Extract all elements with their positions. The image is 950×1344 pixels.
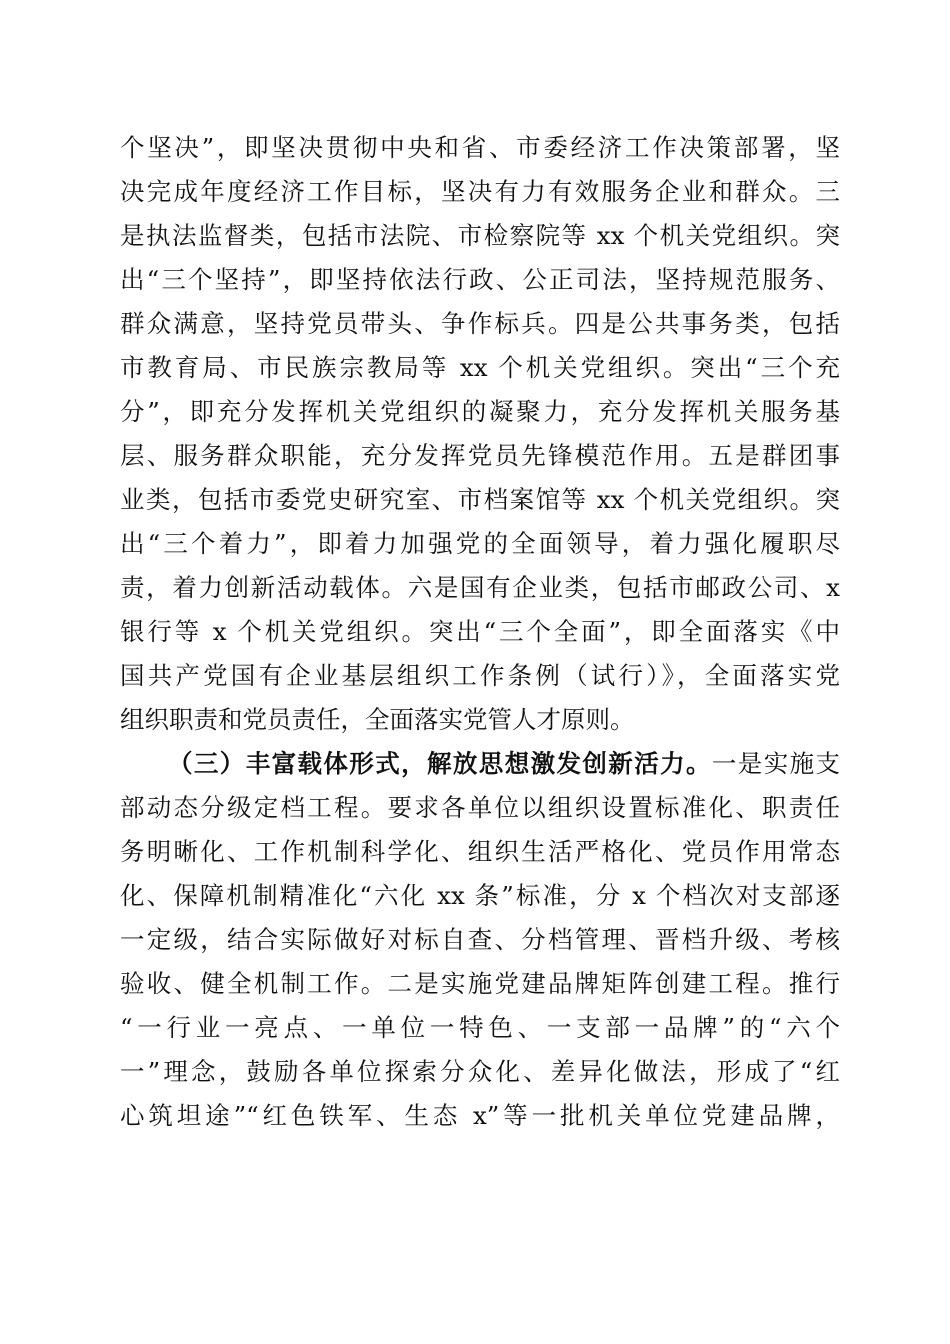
paragraph-line: 分”，即充分发挥机关党组织的凝聚力，充分发挥机关服务基 (120, 397, 840, 426)
paragraph-line: 心筑坦途”“红色铁军、生态 x”等一批机关单位党建品牌， (120, 1101, 840, 1130)
paragraph-line: 群众满意，坚持党员带头、争作标兵。四是公共事务类，包括 (120, 309, 840, 338)
paragraph-line: 出“三个坚持”，即坚持依法行政、公正司法，坚持规范服务、 (120, 265, 840, 294)
paragraph-line: 层、服务群众职能，充分发挥党员先锋模范作用。五是群团事 (120, 441, 840, 470)
paragraph-line: 是执法监督类，包括市法院、市检察院等 xx 个机关党组织。突 (120, 221, 840, 250)
paragraph-line: 验收、健全机制工作。二是实施党建品牌矩阵创建工程。推行 (120, 969, 840, 998)
paragraph-line: 化、保障机制精准化“六化 xx 条”标准，分 x 个档次对支部逐 (120, 881, 840, 910)
paragraph-line: 务明晰化、工作机制科学化、组织生活严格化、党员作用常态 (120, 837, 840, 866)
section-heading-continuation: 一是实施支 (711, 749, 841, 778)
paragraph-line: 责，着力创新活动载体。六是国有企业类，包括市邮政公司、x (120, 573, 840, 602)
paragraph-line: 一定级，结合实际做好对标自查、分档管理、晋档升级、考核 (120, 925, 840, 954)
paragraph-line: 业类，包括市委党史研究室、市档案馆等 xx 个机关党组织。突 (120, 485, 840, 514)
paragraph-line-last: 组织职责和党员责任，全面落实党管人才原则。 (120, 705, 635, 734)
paragraph-line: “一行业一亮点、一单位一特色、一支部一品牌”的“六个 (120, 1013, 840, 1042)
document-body (120, 128, 840, 1228)
paragraph-line: 市教育局、市民族宗教局等 xx 个机关党组织。突出“三个充 (120, 353, 840, 382)
paragraph-line: 出“三个着力”，即着力加强党的全面领导，着力强化履职尽 (120, 529, 840, 558)
paragraph-line: 部动态分级定档工程。要求各单位以组织设置标准化、职责任 (120, 793, 840, 822)
paragraph-line: 个坚决”，即坚决贯彻中央和省、市委经济工作决策部署，坚 (120, 133, 840, 162)
paragraph-line: 一”理念，鼓励各单位探索分众化、差异化做法，形成了“红 (120, 1057, 840, 1086)
paragraph-line: 决完成年度经济工作目标，坚决有力有效服务企业和群众。三 (120, 177, 840, 206)
paragraph-line: 银行等 x 个机关党组织。突出“三个全面”，即全面落实《中 (120, 617, 840, 646)
paragraph-line: 国共产党国有企业基层组织工作条例（试行）》，全面落实党 (120, 661, 840, 690)
section-heading: （三）丰富载体形式，解放思想激发创新活力。 (168, 749, 712, 778)
section-heading-line (120, 744, 840, 784)
